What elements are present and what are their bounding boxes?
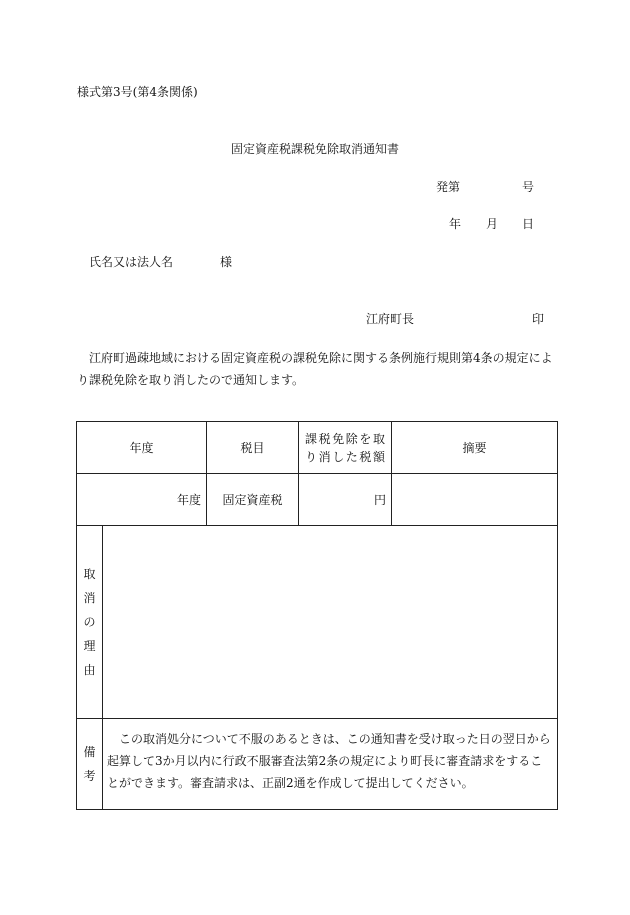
cell-year: 年度 (176, 493, 201, 507)
reason-label (77, 526, 102, 718)
header-amount-line2: り消した税額 (305, 449, 385, 464)
note-label (77, 719, 102, 809)
cell-amount-yen: 円 (373, 493, 386, 507)
note-content: この取消処分について不服のあるときは、この通知書を受け取った日の翌日から起算して3か月以内に行政不服審査法第2条の規定により町長に審査請求をすることができます。審査請求は、正副2通を作成して提出してください。 (107, 732, 551, 790)
reason-content (103, 526, 557, 718)
recipient-name-label: 氏名又は法人名 (89, 255, 174, 269)
date-month-label: 月 (486, 217, 499, 231)
cell-remarks (392, 474, 557, 525)
reason-label-char: 消 (83, 591, 96, 605)
notice-body-text: 江府町過疎地域における固定資産税の課税免除に関する条例施行規則第4条の規定により課税免除を取り消したので通知します。 (77, 351, 553, 387)
issue-number-suffix: 号 (522, 180, 535, 194)
reason-label-char: 理 (83, 639, 96, 653)
cell-tax-item: 固定資産税 (222, 493, 283, 507)
header-tax-item: 税目 (240, 441, 265, 455)
reason-label-char: 取 (83, 567, 96, 581)
form-number-label: 様式第3号(第4条関係) (77, 85, 198, 99)
notice-table (76, 421, 558, 810)
date-day-label: 日 (522, 217, 535, 231)
seal-mark: 印 (532, 312, 545, 326)
table-rule-3 (77, 718, 557, 719)
header-year: 年度 (129, 441, 154, 455)
header-amount (299, 422, 391, 473)
note-label-char: 考 (83, 769, 96, 783)
recipient-honorific: 様 (220, 255, 233, 269)
reason-label-char: の (83, 615, 96, 629)
header-remarks: 摘要 (462, 441, 487, 455)
document-title: 固定資産税課税免除取消通知書 (230, 142, 399, 156)
header-amount-line1: 課税免除を取 (305, 431, 385, 446)
date-year-label: 年 (449, 217, 462, 231)
reason-label-char: 由 (83, 663, 96, 677)
issue-number-prefix: 発第 (436, 180, 461, 194)
issuer-title: 江府町長 (366, 312, 415, 326)
note-label-char: 備 (83, 745, 96, 759)
